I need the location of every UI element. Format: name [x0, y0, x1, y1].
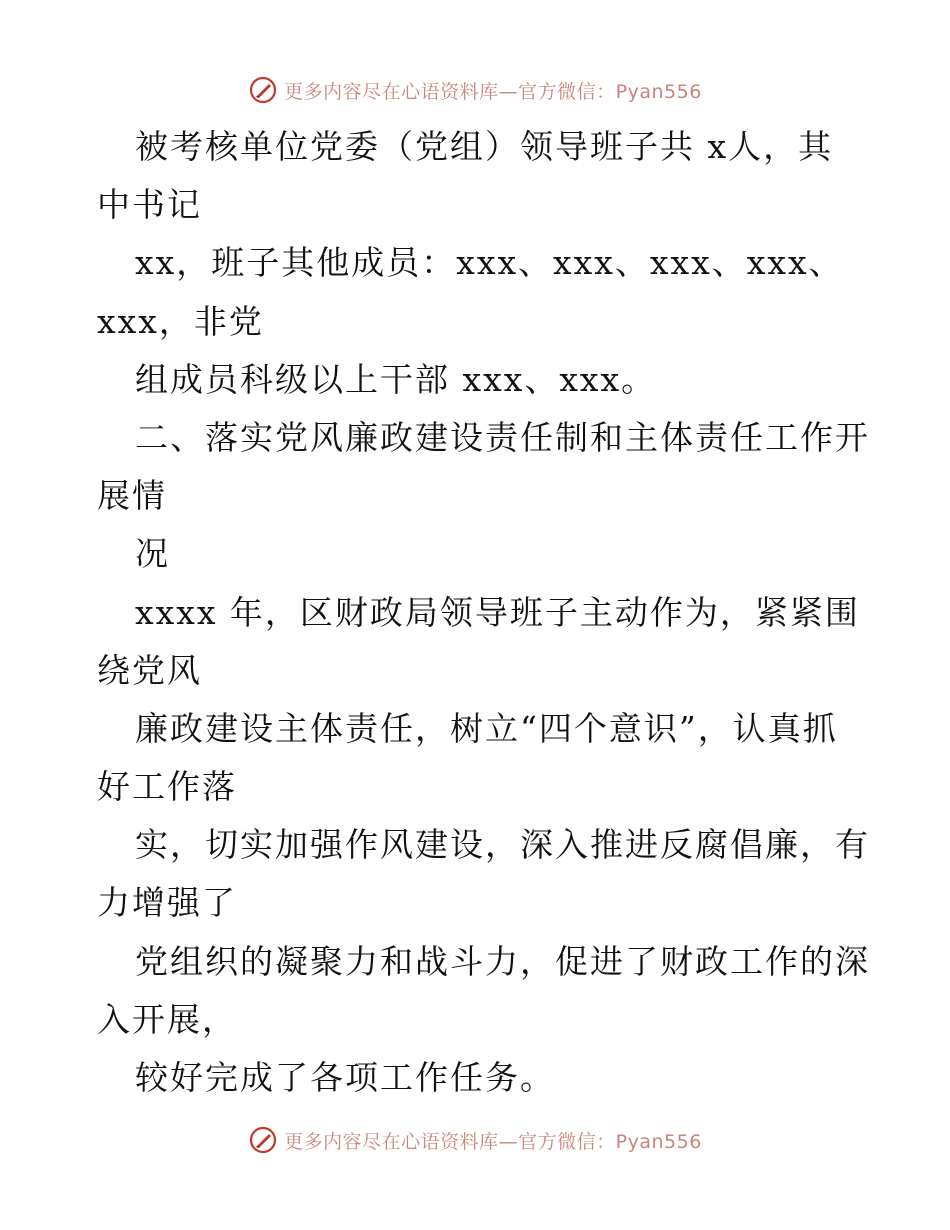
- text-line: xxx，非党: [97, 301, 264, 341]
- document-body: [97, 118, 870, 1107]
- text-line: 绕党风: [97, 650, 202, 690]
- text-line: 中书记: [97, 185, 202, 225]
- watermark-text: 更多内容尽在心语资料库—官方微信：Pyan556: [284, 80, 702, 103]
- text-line: 力增强了: [97, 883, 237, 923]
- text-line: 较好完成了各项工作任务。: [135, 1058, 555, 1097]
- watermark-banner-bottom: [0, 1120, 950, 1160]
- section-heading: 二、落实党风廉政建设责任制和主体责任工作开: [135, 417, 870, 457]
- text-line: xxxx 年，区财政局领导班子主动作为，紧紧围: [135, 592, 860, 632]
- pen-logo-icon: [248, 1125, 278, 1155]
- text-line: 入开展，: [97, 999, 237, 1039]
- section-heading: 况: [135, 534, 170, 574]
- text-line: 好工作落: [97, 767, 237, 807]
- text-line: 实，切实加强作风建设，深入推进反腐倡廉，有: [135, 825, 870, 865]
- text-line: 组成员科级以上干部 xxx、xxx。: [135, 359, 657, 399]
- text-line: 廉政建设主体责任，树立“四个意识”，认真抓: [135, 708, 838, 748]
- pen-logo-icon: [248, 75, 278, 105]
- watermark-banner-top: [0, 70, 950, 110]
- text-line: 党组织的凝聚力和战斗力，促进了财政工作的深: [135, 941, 870, 981]
- section-heading: 展情: [97, 476, 167, 516]
- text-line: xx，班子其他成员：xxx、xxx、xxx、xxx、: [135, 243, 844, 283]
- text-line: 被考核单位党委（党组）领导班子共 x人，其: [135, 127, 834, 166]
- watermark-text: 更多内容尽在心语资料库—官方微信：Pyan556: [284, 1130, 702, 1153]
